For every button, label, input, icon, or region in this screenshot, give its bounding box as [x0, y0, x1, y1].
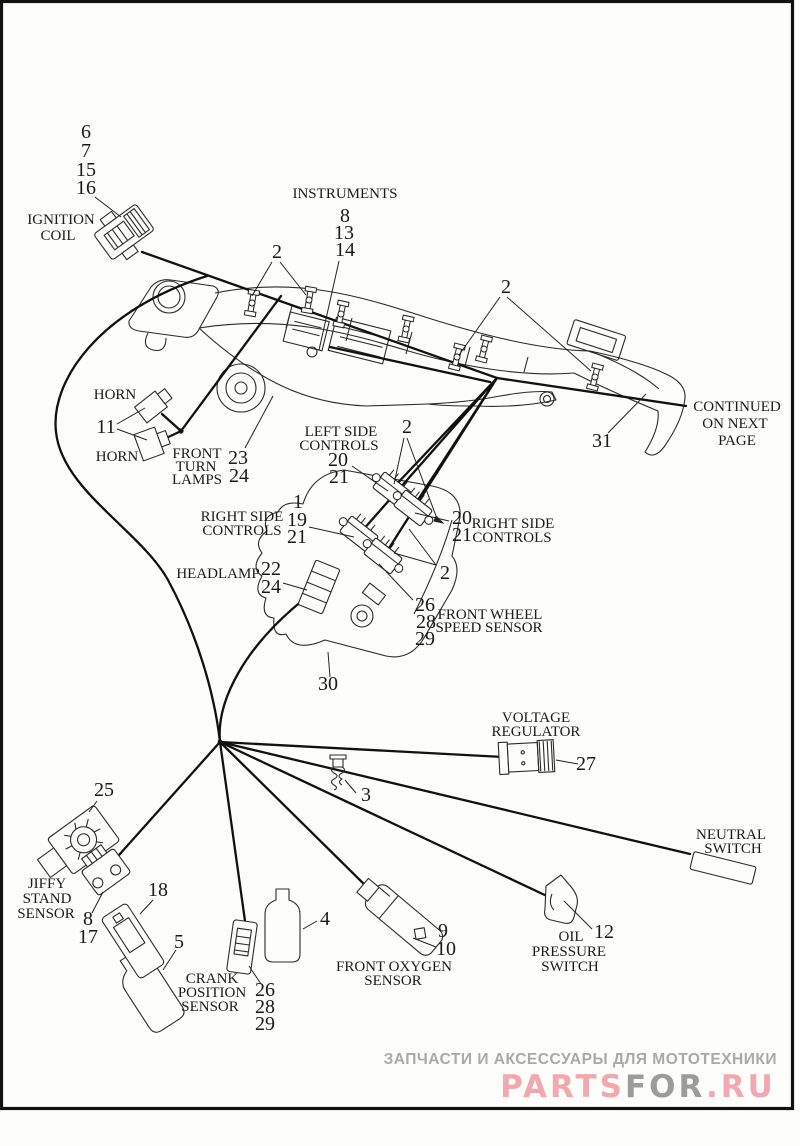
- label-jiffy-2: STAND: [22, 891, 72, 907]
- crank-position-sensor-connector: [226, 920, 257, 975]
- label-headlamp: HEADLAMP: [176, 566, 260, 582]
- label-oil-3: SWITCH: [541, 959, 599, 975]
- oil-pressure-switch-connector: [545, 875, 578, 923]
- label-voltage-regulator-1: VOLTAGE: [501, 710, 571, 726]
- callout-ignition-15: 15: [76, 159, 96, 181]
- callout-oxygen-9: 9: [438, 920, 448, 942]
- callout-tie-2-left: 2: [272, 241, 282, 263]
- label-horn-top: HORN: [93, 387, 137, 403]
- callout-rightctrl-19: 19: [287, 509, 307, 531]
- label-right-side-controls-a-2: CONTROLS: [202, 523, 282, 539]
- ignition-coil-connector: [89, 197, 159, 266]
- logo-parts: PARTS: [500, 1069, 626, 1105]
- label-left-side-controls-1: LEFT SIDE: [304, 424, 378, 440]
- callout-oil-12: 12: [594, 921, 614, 943]
- label-front-wheel-speed-sensor-2: SPEED SENSOR: [435, 620, 543, 636]
- label-continued-1: CONTINUED: [693, 399, 781, 415]
- label-oxygen-2: SENSOR: [364, 973, 422, 989]
- callout-turnlamp-24: 24: [229, 465, 249, 487]
- label-crank-1: CRANK: [185, 971, 239, 987]
- partsfor-logo: [500, 1069, 776, 1105]
- callout-oxygen-10: 10: [436, 938, 456, 960]
- watermark-text: ЗАПЧАСТИ И АКСЕССУАРЫ ДЛЯ МОТОТЕХНИКИ: [383, 1051, 777, 1068]
- callout-fork-30: 30: [318, 673, 338, 695]
- label-front-turn-lamps-3: LAMPS: [171, 472, 223, 488]
- callout-wheelsensor-29: 29: [415, 628, 435, 650]
- callout-frame-31: 31: [592, 430, 612, 452]
- callout-jiffy-8: 8: [83, 908, 93, 930]
- callout-headlamp-22: 22: [261, 558, 281, 580]
- logo-ru: .RU: [705, 1069, 776, 1105]
- callout-instruments-8: 8: [340, 205, 350, 227]
- callout-leftctrl-20: 20: [328, 449, 348, 471]
- headlamp-connector: [298, 560, 340, 614]
- connector-18: [101, 903, 165, 980]
- callout-bottle-4: 4: [320, 908, 330, 930]
- label-right-side-controls-b-2: CONTROLS: [472, 530, 552, 546]
- callout-bottle-5: 5: [174, 931, 184, 953]
- bottle-4: [265, 889, 300, 962]
- callout-ignition-7: 7: [81, 140, 91, 162]
- horn-connectors: [134, 386, 175, 461]
- callout-ignition-16: 16: [76, 177, 96, 199]
- label-jiffy-1: JIFFY: [27, 876, 67, 892]
- callout-jiffy-25: 25: [94, 779, 114, 801]
- callout-leftctrl-21: 21: [329, 466, 349, 488]
- callout-wheelsensor-26: 26: [415, 594, 435, 616]
- label-crank-2: POSITION: [177, 985, 247, 1001]
- label-instruments: INSTRUMENTS: [292, 186, 398, 202]
- callout-rightctrl-21: 21: [287, 526, 307, 548]
- label-neutral-switch-2: SWITCH: [704, 841, 762, 857]
- label-ignition-coil-1: IGNITION: [27, 212, 95, 228]
- label-continued-3: PAGE: [718, 433, 756, 449]
- label-jiffy-3: SENSOR: [17, 906, 75, 922]
- callout-crank-28: 28: [255, 996, 275, 1018]
- label-right-side-controls-b-1: RIGHT SIDE: [471, 516, 555, 532]
- callout-tie-2-right: 2: [501, 276, 511, 298]
- label-oxygen-1: FRONT OXYGEN: [336, 959, 452, 975]
- label-horn-bottom: HORN: [95, 449, 139, 465]
- callout-wheelsensor-28: 28: [416, 611, 436, 633]
- label-front-turn-lamps-2: TURN: [175, 459, 217, 475]
- voltage-regulator-connector: [498, 740, 555, 775]
- label-right-side-controls-a-1: RIGHT SIDE: [200, 509, 284, 525]
- cable-ties: [244, 286, 603, 391]
- callout-headlamp-24: 24: [261, 576, 281, 598]
- label-front-turn-lamps-1: FRONT: [172, 446, 222, 462]
- callout-rightctrl-1: 1: [293, 491, 303, 513]
- label-oil-1: OIL: [558, 929, 584, 945]
- callout-jiffy-17: 17: [78, 926, 98, 948]
- label-continued-2: ON NEXT: [702, 416, 768, 432]
- callout-horn-11: 11: [96, 416, 116, 438]
- label-voltage-regulator-2: REGULATOR: [491, 724, 581, 740]
- callout-rightctrlb-20: 20: [452, 507, 472, 529]
- callout-instruments-14: 14: [335, 239, 355, 261]
- label-oil-2: PRESSURE: [531, 944, 607, 960]
- callout-rightctrlb-21: 21: [452, 524, 472, 546]
- callout-clip-3: 3: [361, 784, 371, 806]
- logo-for: FOR: [625, 1069, 706, 1105]
- callout-crank-29: 29: [255, 1013, 275, 1035]
- label-neutral-switch-1: NEUTRAL: [696, 827, 766, 843]
- label-front-wheel-speed-sensor-1: FRONT WHEEL: [437, 607, 543, 623]
- callout-fork-tie-2: 2: [440, 562, 450, 584]
- callout-ignition-6: 6: [81, 121, 91, 143]
- harness-clip: [330, 755, 346, 790]
- callout-crank-26: 26: [255, 979, 275, 1001]
- callout-instruments-13: 13: [334, 222, 354, 244]
- label-left-side-controls-2: CONTROLS: [299, 438, 379, 454]
- label-ignition-coil-2: COIL: [40, 228, 76, 244]
- callout-controls-tie-2: 2: [402, 416, 412, 438]
- callout-turnlamp-23: 23: [228, 447, 248, 469]
- callout-conn-18: 18: [148, 879, 168, 901]
- label-crank-3: SENSOR: [181, 999, 239, 1015]
- callout-regulator-27: 27: [576, 753, 596, 775]
